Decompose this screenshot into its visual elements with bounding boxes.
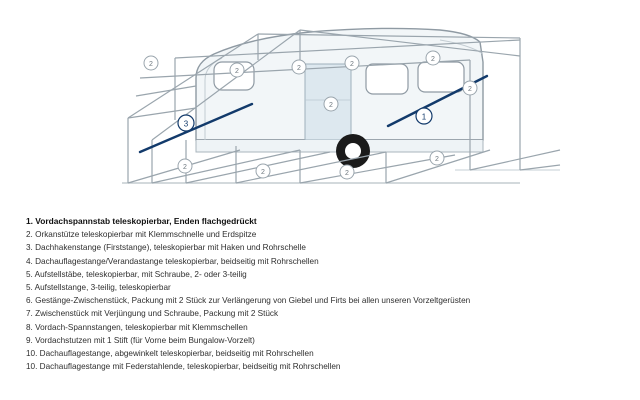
legend-item: 5. Aufstellstäbe, teleskopierbar, mit Schraube, 2- oder 3-teilig [26,269,247,279]
legend-item: 8. Vordach-Spannstangen, teleskopierbar mit Klemmschellen [26,322,248,332]
legend-list [0,215,640,373]
legend-item: 5. Aufstellstange, 3-teilig, teleskopierbar [26,283,171,293]
legend-item: 9. Vordachstutzen mit 1 Stift (für Vorne beim Bungalow-Vorzelt) [26,335,255,345]
svg-text:2: 2 [468,86,472,93]
caravan-window-2 [418,62,464,92]
svg-text:2: 2 [149,61,153,68]
caravan-window-1 [366,64,408,94]
svg-text:2: 2 [235,68,239,75]
svg-text:2: 2 [297,65,301,72]
legend-item: 6. Gestänge-Zwischenstück, Packung mit 2 Stück zur Verlängerung von Giebel und Firts bei allen unseren Vorzeltgerüsten [26,296,471,306]
svg-text:2: 2 [345,170,349,177]
legend-item: 2. Orkanstütze teleskopierbar mit Klemmschnelle und Erdspitze [26,230,257,240]
legend-item: 4. Dachauflagestange/Verandastange teleskopierbar, beidseitig mit Rohrschellen [26,256,319,266]
svg-text:3: 3 [183,119,189,129]
svg-text:2: 2 [350,61,354,68]
callout-1 [416,108,432,124]
legend-item: 10. Dachauflagestange mit Federstahlende, teleskopierbar, beidseitig mit Rohrschellen [26,362,341,372]
svg-text:2: 2 [431,56,435,63]
legend-item: 3. Dachhakenstange (Firststange), teleskopierbar mit Haken und Rohrschelle [26,243,306,253]
svg-text:1: 1 [421,112,427,122]
legend-item: 10. Dachauflagestange, abgewinkelt teleskopierbar, beidseitig mit Rohrschellen [26,349,314,359]
caravan-wheel-hub [345,143,361,159]
legend-item: 1. Vordachspannstab teleskopierbar, Enden flachgedrückt [26,216,257,226]
svg-text:2: 2 [329,102,333,109]
svg-text:2: 2 [435,156,439,163]
legend-item: 7. Zwischenstück mit Verjüngung und Schraube, Packung mit 2 Stück [26,309,279,319]
svg-text:2: 2 [261,169,265,176]
svg-text:2: 2 [183,164,187,171]
callout-3 [178,115,194,131]
